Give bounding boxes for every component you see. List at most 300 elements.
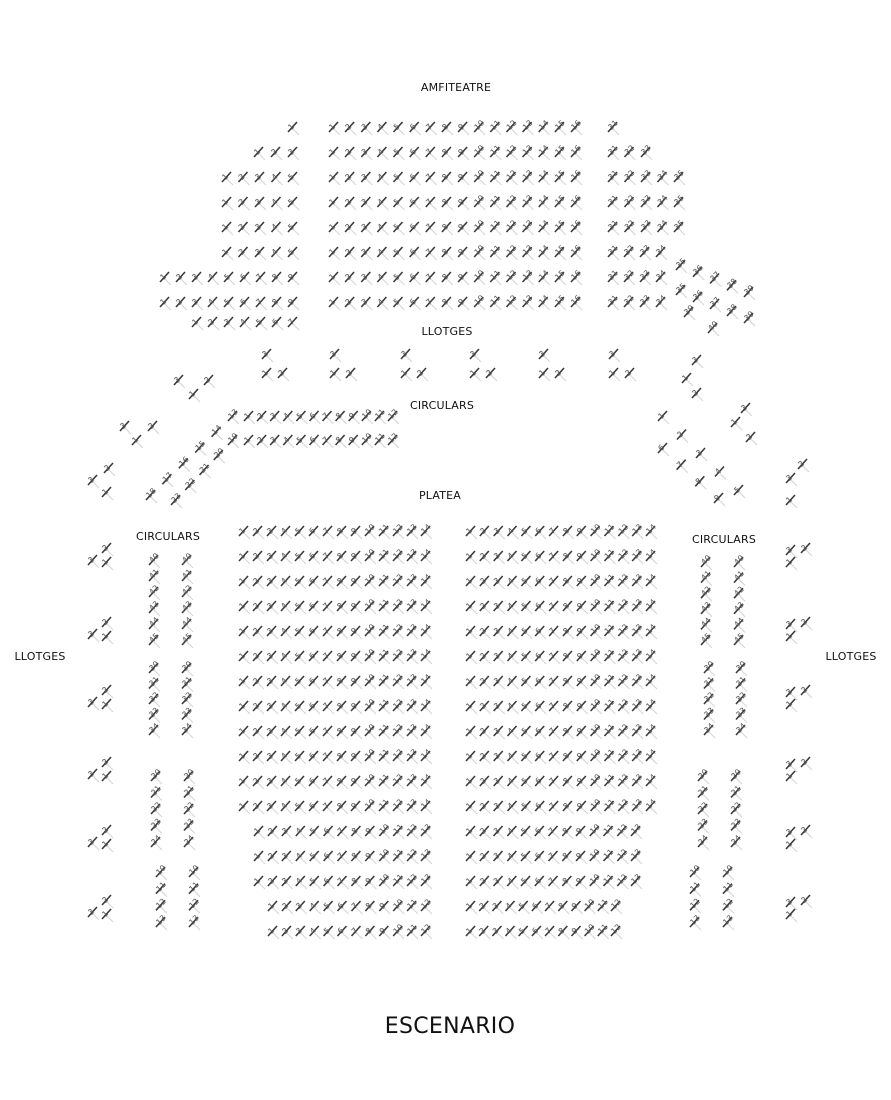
seat[interactable]	[266, 826, 279, 839]
seat[interactable]	[86, 697, 99, 710]
seat[interactable]	[237, 651, 250, 664]
seat[interactable]	[553, 168, 567, 185]
seat[interactable]	[363, 522, 377, 539]
seat[interactable]	[100, 487, 113, 500]
seat[interactable]	[270, 247, 283, 260]
seat[interactable]	[521, 268, 535, 285]
seat[interactable]	[575, 701, 588, 714]
seat[interactable]	[537, 218, 551, 235]
seat[interactable]	[734, 675, 748, 692]
seat[interactable]	[547, 576, 560, 589]
seat[interactable]	[180, 690, 194, 707]
seat[interactable]	[520, 701, 533, 714]
seat[interactable]	[631, 722, 645, 739]
seat[interactable]	[321, 411, 334, 424]
seat[interactable]	[561, 676, 574, 689]
seat[interactable]	[419, 772, 433, 789]
seat[interactable]	[392, 897, 406, 914]
seat[interactable]	[86, 769, 99, 782]
seat[interactable]	[616, 847, 630, 864]
seat[interactable]	[392, 122, 405, 135]
seat[interactable]	[478, 601, 491, 614]
seat[interactable]	[534, 651, 547, 664]
seat[interactable]	[575, 776, 588, 789]
seat[interactable]	[696, 800, 710, 817]
seat[interactable]	[286, 222, 299, 235]
seat[interactable]	[638, 243, 652, 260]
seat[interactable]	[251, 676, 264, 689]
seat[interactable]	[405, 522, 419, 539]
seat[interactable]	[391, 597, 405, 614]
seat[interactable]	[180, 659, 194, 676]
seat[interactable]	[424, 147, 437, 160]
seat[interactable]	[464, 751, 477, 764]
seat[interactable]	[784, 897, 797, 910]
seat[interactable]	[419, 697, 433, 714]
seat[interactable]	[321, 801, 334, 814]
seat[interactable]	[622, 268, 636, 285]
seat[interactable]	[557, 926, 570, 939]
seat[interactable]	[708, 270, 722, 287]
seat[interactable]	[478, 726, 491, 739]
seat[interactable]	[589, 797, 603, 814]
seat[interactable]	[280, 876, 293, 889]
seat[interactable]	[100, 543, 113, 556]
seat[interactable]	[674, 281, 688, 298]
seat[interactable]	[194, 439, 208, 456]
seat[interactable]	[492, 801, 505, 814]
seat[interactable]	[534, 601, 547, 614]
seat[interactable]	[456, 297, 469, 310]
seat[interactable]	[424, 297, 437, 310]
seat[interactable]	[725, 302, 739, 319]
seat[interactable]	[569, 118, 583, 135]
seat[interactable]	[182, 800, 196, 817]
seat[interactable]	[328, 368, 341, 381]
seat[interactable]	[419, 747, 433, 764]
seat[interactable]	[237, 601, 250, 614]
seat[interactable]	[269, 435, 282, 448]
seat[interactable]	[180, 706, 194, 723]
seat[interactable]	[293, 651, 306, 664]
seat[interactable]	[506, 751, 519, 764]
seat[interactable]	[251, 776, 264, 789]
seat[interactable]	[732, 600, 746, 617]
seat[interactable]	[682, 303, 696, 320]
seat[interactable]	[547, 826, 560, 839]
seat[interactable]	[492, 526, 505, 539]
seat[interactable]	[391, 697, 405, 714]
seat[interactable]	[147, 567, 161, 584]
seat[interactable]	[521, 293, 535, 310]
seat[interactable]	[617, 722, 631, 739]
seat[interactable]	[468, 349, 481, 362]
seat[interactable]	[376, 172, 389, 185]
seat[interactable]	[100, 557, 113, 570]
seat[interactable]	[464, 551, 477, 564]
seat[interactable]	[322, 851, 335, 864]
seat[interactable]	[293, 576, 306, 589]
seat[interactable]	[784, 687, 797, 700]
seat[interactable]	[537, 243, 551, 260]
seat[interactable]	[376, 147, 389, 160]
seat[interactable]	[691, 288, 705, 305]
seat[interactable]	[656, 411, 669, 424]
seat[interactable]	[656, 443, 669, 456]
seat[interactable]	[561, 751, 574, 764]
seat[interactable]	[307, 726, 320, 739]
seat[interactable]	[520, 751, 533, 764]
seat[interactable]	[293, 601, 306, 614]
seat[interactable]	[561, 601, 574, 614]
seat[interactable]	[606, 218, 620, 235]
seat[interactable]	[506, 601, 519, 614]
seat[interactable]	[293, 676, 306, 689]
seat[interactable]	[363, 772, 377, 789]
seat[interactable]	[279, 726, 292, 739]
seat[interactable]	[603, 597, 617, 614]
seat[interactable]	[307, 626, 320, 639]
seat[interactable]	[464, 851, 477, 864]
seat[interactable]	[237, 222, 250, 235]
seat[interactable]	[147, 706, 161, 723]
seat[interactable]	[254, 272, 267, 285]
seat[interactable]	[154, 880, 168, 897]
seat[interactable]	[100, 757, 113, 770]
seat[interactable]	[237, 172, 250, 185]
seat[interactable]	[688, 913, 702, 930]
seat[interactable]	[408, 297, 421, 310]
seat[interactable]	[607, 349, 620, 362]
seat[interactable]	[364, 876, 377, 889]
seat[interactable]	[282, 435, 295, 448]
seat[interactable]	[588, 872, 602, 889]
seat[interactable]	[739, 403, 752, 416]
seat[interactable]	[537, 118, 551, 135]
seat[interactable]	[307, 651, 320, 664]
seat[interactable]	[561, 526, 574, 539]
seat[interactable]	[222, 272, 235, 285]
seat[interactable]	[349, 551, 362, 564]
seat[interactable]	[220, 222, 233, 235]
seat[interactable]	[713, 466, 726, 479]
seat[interactable]	[699, 569, 713, 586]
seat[interactable]	[638, 268, 652, 285]
seat[interactable]	[519, 851, 532, 864]
seat[interactable]	[252, 826, 265, 839]
seat[interactable]	[631, 522, 645, 539]
seat[interactable]	[377, 672, 391, 689]
seat[interactable]	[238, 297, 251, 310]
seat[interactable]	[254, 297, 267, 310]
seat[interactable]	[742, 283, 756, 300]
seat[interactable]	[399, 349, 412, 362]
seat[interactable]	[492, 826, 505, 839]
seat[interactable]	[492, 651, 505, 664]
seat[interactable]	[505, 268, 519, 285]
seat[interactable]	[270, 172, 283, 185]
seat[interactable]	[492, 601, 505, 614]
seat[interactable]	[364, 926, 377, 939]
seat[interactable]	[270, 272, 283, 285]
seat[interactable]	[378, 872, 392, 889]
seat[interactable]	[391, 722, 405, 739]
seat[interactable]	[478, 576, 491, 589]
seat[interactable]	[276, 368, 289, 381]
seat[interactable]	[254, 317, 267, 330]
seat[interactable]	[307, 751, 320, 764]
seat[interactable]	[694, 476, 707, 489]
seat[interactable]	[464, 726, 477, 739]
seat[interactable]	[265, 751, 278, 764]
seat[interactable]	[688, 897, 702, 914]
seat[interactable]	[631, 622, 645, 639]
seat[interactable]	[440, 297, 453, 310]
seat[interactable]	[631, 572, 645, 589]
seat[interactable]	[473, 168, 487, 185]
seat[interactable]	[569, 168, 583, 185]
seat[interactable]	[279, 626, 292, 639]
seat[interactable]	[391, 522, 405, 539]
seat[interactable]	[721, 897, 735, 914]
seat[interactable]	[629, 847, 643, 864]
seat[interactable]	[328, 349, 341, 362]
seat[interactable]	[547, 526, 560, 539]
seat[interactable]	[376, 247, 389, 260]
seat[interactable]	[265, 526, 278, 539]
seat[interactable]	[269, 147, 282, 160]
seat[interactable]	[644, 672, 658, 689]
seat[interactable]	[631, 647, 645, 664]
seat[interactable]	[492, 726, 505, 739]
seat[interactable]	[520, 526, 533, 539]
seat[interactable]	[238, 272, 251, 285]
seat[interactable]	[347, 411, 360, 424]
seat[interactable]	[363, 647, 377, 664]
seat[interactable]	[440, 272, 453, 285]
seat[interactable]	[360, 222, 373, 235]
seat[interactable]	[102, 463, 115, 476]
seat[interactable]	[363, 722, 377, 739]
seat[interactable]	[360, 172, 373, 185]
seat[interactable]	[86, 629, 99, 642]
seat[interactable]	[547, 626, 560, 639]
seat[interactable]	[419, 547, 433, 564]
seat[interactable]	[376, 297, 389, 310]
seat[interactable]	[517, 901, 530, 914]
seat[interactable]	[784, 619, 797, 632]
seat[interactable]	[377, 797, 391, 814]
seat[interactable]	[440, 147, 453, 160]
seat[interactable]	[537, 193, 551, 210]
seat[interactable]	[606, 118, 620, 135]
seat[interactable]	[408, 172, 421, 185]
seat[interactable]	[335, 726, 348, 739]
seat[interactable]	[344, 368, 357, 381]
seat[interactable]	[602, 872, 616, 889]
seat[interactable]	[672, 193, 686, 210]
seat[interactable]	[350, 876, 363, 889]
seat[interactable]	[478, 876, 491, 889]
seat[interactable]	[506, 851, 519, 864]
seat[interactable]	[784, 545, 797, 558]
seat[interactable]	[392, 297, 405, 310]
seat[interactable]	[694, 448, 707, 461]
seat[interactable]	[732, 569, 746, 586]
seat[interactable]	[419, 897, 433, 914]
seat[interactable]	[237, 701, 250, 714]
seat[interactable]	[349, 626, 362, 639]
seat[interactable]	[279, 676, 292, 689]
seat[interactable]	[784, 473, 797, 486]
seat[interactable]	[606, 243, 620, 260]
seat[interactable]	[377, 622, 391, 639]
seat[interactable]	[349, 726, 362, 739]
seat[interactable]	[521, 143, 535, 160]
seat[interactable]	[149, 817, 163, 834]
seat[interactable]	[408, 222, 421, 235]
seat[interactable]	[419, 872, 433, 889]
seat[interactable]	[456, 122, 469, 135]
seat[interactable]	[534, 701, 547, 714]
seat[interactable]	[286, 122, 299, 135]
seat[interactable]	[378, 926, 391, 939]
seat[interactable]	[617, 597, 631, 614]
seat[interactable]	[706, 319, 720, 336]
seat[interactable]	[144, 486, 158, 503]
seat[interactable]	[699, 600, 713, 617]
seat[interactable]	[237, 751, 250, 764]
seat[interactable]	[583, 922, 597, 939]
seat[interactable]	[174, 272, 187, 285]
seat[interactable]	[182, 784, 196, 801]
seat[interactable]	[321, 726, 334, 739]
seat[interactable]	[520, 576, 533, 589]
seat[interactable]	[251, 626, 264, 639]
seat[interactable]	[505, 293, 519, 310]
seat[interactable]	[286, 247, 299, 260]
seat[interactable]	[237, 626, 250, 639]
seat[interactable]	[260, 368, 273, 381]
seat[interactable]	[161, 471, 175, 488]
seat[interactable]	[547, 876, 560, 889]
seat[interactable]	[456, 247, 469, 260]
seat[interactable]	[622, 243, 636, 260]
seat[interactable]	[424, 222, 437, 235]
seat[interactable]	[537, 168, 551, 185]
seat[interactable]	[419, 597, 433, 614]
seat[interactable]	[255, 435, 268, 448]
seat[interactable]	[405, 697, 419, 714]
seat[interactable]	[506, 526, 519, 539]
seat[interactable]	[606, 193, 620, 210]
seat[interactable]	[399, 368, 412, 381]
seat[interactable]	[478, 751, 491, 764]
seat[interactable]	[405, 722, 419, 739]
seat[interactable]	[464, 676, 477, 689]
seat[interactable]	[286, 272, 299, 285]
seat[interactable]	[456, 272, 469, 285]
seat[interactable]	[489, 243, 503, 260]
seat[interactable]	[547, 776, 560, 789]
seat[interactable]	[360, 431, 374, 448]
seat[interactable]	[373, 407, 387, 424]
seat[interactable]	[561, 701, 574, 714]
seat[interactable]	[391, 797, 405, 814]
seat[interactable]	[266, 876, 279, 889]
seat[interactable]	[517, 926, 530, 939]
seat[interactable]	[408, 247, 421, 260]
seat[interactable]	[187, 880, 201, 897]
seat[interactable]	[253, 247, 266, 260]
seat[interactable]	[534, 676, 547, 689]
seat[interactable]	[596, 922, 610, 939]
seat[interactable]	[623, 218, 637, 235]
seat[interactable]	[489, 218, 503, 235]
seat[interactable]	[617, 522, 631, 539]
seat[interactable]	[266, 851, 279, 864]
seat[interactable]	[251, 726, 264, 739]
seat[interactable]	[644, 647, 658, 664]
seat[interactable]	[734, 706, 748, 723]
seat[interactable]	[363, 747, 377, 764]
seat[interactable]	[336, 851, 349, 864]
seat[interactable]	[424, 197, 437, 210]
seat[interactable]	[251, 526, 264, 539]
seat[interactable]	[521, 218, 535, 235]
seat[interactable]	[456, 197, 469, 210]
seat[interactable]	[799, 757, 812, 770]
seat[interactable]	[295, 435, 308, 448]
seat[interactable]	[606, 293, 620, 310]
seat[interactable]	[623, 368, 636, 381]
seat[interactable]	[322, 926, 335, 939]
seat[interactable]	[100, 699, 113, 712]
seat[interactable]	[561, 801, 574, 814]
seat[interactable]	[489, 293, 503, 310]
seat[interactable]	[377, 772, 391, 789]
seat[interactable]	[473, 243, 487, 260]
seat[interactable]	[440, 197, 453, 210]
seat[interactable]	[547, 851, 560, 864]
seat[interactable]	[537, 268, 551, 285]
seat[interactable]	[617, 747, 631, 764]
seat[interactable]	[187, 389, 200, 402]
seat[interactable]	[321, 626, 334, 639]
seat[interactable]	[294, 851, 307, 864]
seat[interactable]	[392, 222, 405, 235]
seat[interactable]	[721, 880, 735, 897]
seat[interactable]	[602, 847, 616, 864]
seat[interactable]	[222, 297, 235, 310]
seat[interactable]	[237, 526, 250, 539]
seat[interactable]	[378, 822, 392, 839]
seat[interactable]	[336, 826, 349, 839]
seat[interactable]	[569, 268, 583, 285]
seat[interactable]	[547, 751, 560, 764]
seat[interactable]	[279, 801, 292, 814]
seat[interactable]	[363, 797, 377, 814]
seat[interactable]	[307, 701, 320, 714]
seat[interactable]	[464, 901, 477, 914]
seat[interactable]	[456, 222, 469, 235]
seat[interactable]	[321, 751, 334, 764]
seat[interactable]	[688, 880, 702, 897]
seat[interactable]	[308, 901, 321, 914]
seat[interactable]	[293, 701, 306, 714]
seat[interactable]	[492, 876, 505, 889]
seat[interactable]	[644, 547, 658, 564]
